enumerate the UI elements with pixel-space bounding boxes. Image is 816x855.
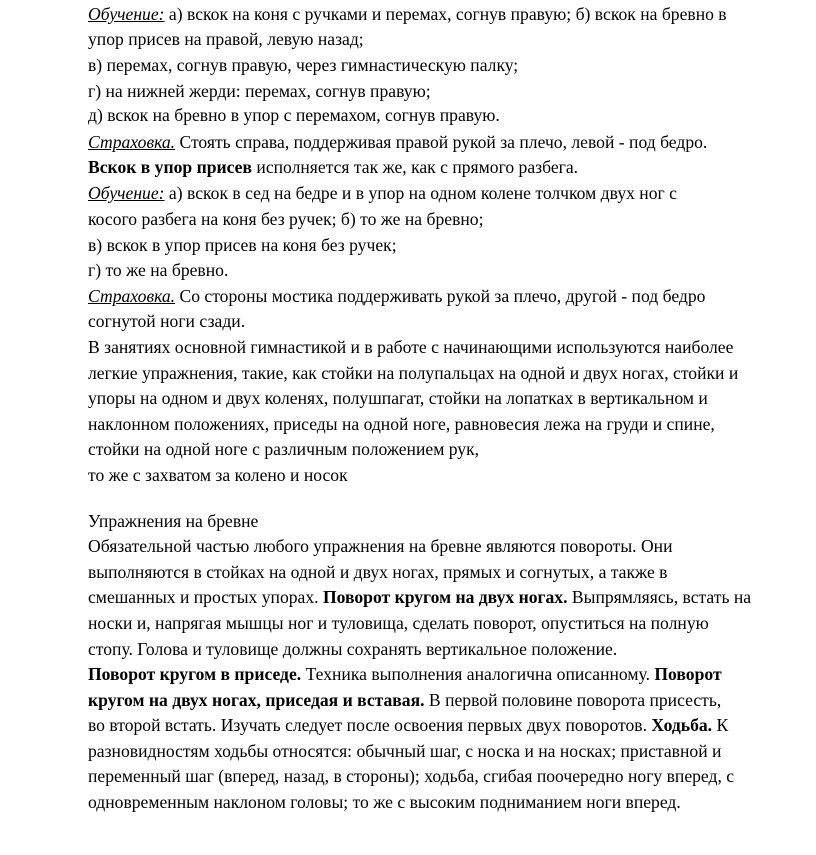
text-run: стойки на одной ноге с различным положением рук,	[88, 439, 480, 459]
bold-term: кругом на двух ногах, приседая и вставая.	[88, 690, 425, 710]
text-run: Техника выполнения аналогична описанному.	[301, 664, 655, 684]
text-line	[88, 637, 617, 662]
text-line	[88, 790, 681, 815]
text-run: в) вскок в упор присев на коня без ручек;	[88, 235, 397, 255]
text-line	[88, 155, 578, 180]
underlined-label: Обучение:	[88, 4, 165, 24]
text-run: во второй встать. Изучать следует после освоения первых двух поворотов.	[88, 715, 652, 735]
text-run: Упражнения на бревне	[88, 511, 259, 531]
text-line	[88, 103, 500, 128]
bold-term: Поворот кругом на двух ногах.	[322, 587, 568, 607]
text-line	[88, 335, 733, 360]
bold-term: Вскок в упор присев	[88, 157, 252, 177]
text-line	[88, 739, 721, 764]
text-run: исполняется так же, как с прямого разбега.	[252, 157, 579, 177]
text-line	[88, 585, 751, 610]
text-line	[88, 386, 708, 411]
text-run: Выпрямляясь, встать на	[567, 587, 752, 607]
text-line	[88, 463, 348, 488]
text-line	[88, 309, 245, 334]
text-line	[88, 130, 707, 155]
text-run: смешанных и простых упорах.	[88, 587, 323, 607]
text-line	[88, 181, 677, 206]
text-line	[88, 437, 479, 462]
text-line	[88, 284, 705, 309]
text-run: упоры на одном и двух коленях, полушпагат, стойки на лопатках в вертикальном и	[88, 388, 708, 408]
text-run: в) перемах, согнув правую, через гимнастическую палку;	[88, 55, 519, 75]
text-line	[88, 53, 518, 78]
text-run: стопу. Голова и туловище должны сохранять вертикальное положение.	[88, 639, 618, 659]
text-run: В занятиях основной гимнастикой и в работе с начинающими используются наиболее	[88, 337, 734, 357]
text-line	[88, 258, 228, 283]
underlined-label: Страховка.	[88, 132, 176, 152]
text-run: Обязательной частью любого упражнения на бревне являются повороты. Они	[88, 536, 673, 556]
text-run: а) вскок в сед на бедре и в упор на одном колене толчком двух ног с	[164, 183, 677, 203]
underlined-label: Страховка.	[88, 286, 176, 306]
text-run: переменный шаг (вперед, назад, в стороны); ходьба, сгибая поочередно ногу вперед, с	[88, 766, 735, 786]
bold-term: Поворот	[654, 664, 722, 684]
text-run: косого разбега на коня без ручек; б) то же на бревно;	[88, 209, 484, 229]
text-line	[88, 79, 431, 104]
text-run: выполняются в стойках на одной и двух ногах, прямых и согнутых, а также в	[88, 562, 668, 582]
bold-term: Ходьба.	[651, 715, 713, 735]
text-line	[88, 361, 738, 386]
text-run: Стоять справа, поддерживая правой рукой за плечо, левой - под бедро.	[175, 132, 708, 152]
bold-term: Поворот кругом в приседе.	[88, 664, 302, 684]
text-run: упор присев на правой, левую назад;	[88, 29, 364, 49]
text-run: то же с захватом за колено и носок	[88, 465, 348, 485]
text-run: К	[712, 715, 729, 735]
text-run: г) на нижней жерди: перемах, согнув правую;	[88, 81, 431, 101]
text-line	[88, 764, 734, 789]
text-run: согнутой ноги сзади.	[88, 311, 246, 331]
text-line	[88, 2, 727, 27]
text-run: г) то же на бревно.	[88, 260, 229, 280]
text-run: легкие упражнения, такие, как стойки на полупальцах на одной и двух ногах, стойки и	[88, 363, 739, 383]
text-line	[88, 560, 667, 585]
text-line	[88, 412, 715, 437]
text-run: д) вскок на бревно в упор с перемахом, согнув правую.	[88, 105, 500, 125]
text-line	[88, 233, 397, 258]
text-line	[88, 27, 364, 52]
text-line	[88, 534, 673, 559]
text-line	[88, 662, 722, 687]
text-run: В первой половине поворота присесть,	[424, 690, 722, 710]
text-run: разновидностям ходьбы относятся: обычный шаг, с носка и на носках; приставной и	[88, 741, 722, 761]
text-line	[88, 688, 721, 713]
text-run: носки и, напрягая мышцы ног и туловища, сделать поворот, опуститься на полную	[88, 613, 709, 633]
text-run: а) вскок на коня с ручками и перемах, согнув правую; б) вскок на бревно в	[164, 4, 727, 24]
text-run: одновременным наклоном головы; то же с высоким подниманием ноги вперед.	[88, 792, 681, 812]
text-line	[88, 207, 483, 232]
text-line	[88, 611, 709, 636]
text-line	[88, 509, 258, 534]
underlined-label: Обучение:	[88, 183, 165, 203]
text-line	[88, 713, 728, 738]
text-run: наклонном положениях, приседы на одной ноге, равновесия лежа на груди и спине,	[88, 414, 715, 434]
text-run: Со стороны мостика поддерживать рукой за плечо, другой - под бедро	[175, 286, 706, 306]
